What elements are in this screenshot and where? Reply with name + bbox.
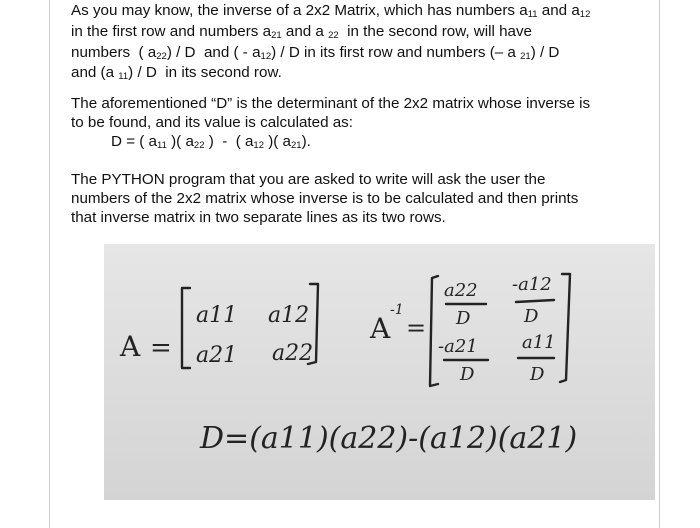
text-line: numbers of the 2x2 matrix whose inverse is to be calculated and then prints <box>71 189 579 207</box>
hw-inv-minus-a12: -a12 <box>512 274 552 295</box>
paragraph-inverse-definition <box>71 2 651 85</box>
hw-inv-a11: a11 <box>522 332 556 353</box>
subscript: 11 <box>118 71 129 83</box>
text: ) / D <box>530 43 560 61</box>
text: )( a <box>264 133 292 150</box>
hw-a21: a21 <box>196 343 238 368</box>
text-line <box>71 64 651 85</box>
determinant-formula <box>111 133 311 154</box>
subscript: 12 <box>253 140 264 151</box>
text: ) / D in its second row. <box>128 64 282 82</box>
hw-fraction-bar-2 <box>516 300 554 302</box>
paragraph-program-task <box>71 171 651 227</box>
hw-equals-2: = <box>406 314 427 342</box>
subscript: 21 <box>271 29 282 41</box>
text: and a <box>281 22 329 40</box>
paragraph-determinant-intro <box>71 95 651 133</box>
text: in the first row and numbers a <box>71 22 272 40</box>
hw-inv-D-3: D <box>460 364 475 385</box>
text-line <box>71 2 651 23</box>
text: ). <box>301 133 311 150</box>
text-line: The aforementioned “D” is the determinant of the 2x2 matrix whose inverse is <box>71 95 591 112</box>
subscript: 22 <box>328 29 339 41</box>
text-line: to be found, and its value is calculated as: <box>71 113 353 131</box>
handwritten-matrix-photo <box>104 244 655 500</box>
hw-a12: a12 <box>268 303 310 328</box>
hw-inv-D-1: D <box>456 308 471 329</box>
text: and (a <box>71 64 119 82</box>
hw-bracket-left-inv <box>430 276 438 386</box>
text: and a <box>537 2 580 19</box>
hw-inv-D-4: D <box>530 364 545 385</box>
subscript: 22 <box>156 50 167 62</box>
text: As you may know, the inverse of a 2x2 Matrix, which has numbers a <box>71 2 528 19</box>
text: )( a <box>166 133 194 150</box>
hw-inverse-exponent: -1 <box>390 302 404 318</box>
text: ) - ( a <box>204 133 254 150</box>
hw-A-inverse: A <box>370 312 391 345</box>
hw-A: A <box>120 330 141 363</box>
text-line <box>71 44 651 65</box>
hw-equals-1: = <box>150 333 172 363</box>
subscript: 21 <box>291 140 302 151</box>
hw-determinant-formula: D=(a11)(a22)-(a12)(a21) <box>200 421 578 456</box>
text: ) / D and ( - a <box>166 43 261 61</box>
hw-a22: a22 <box>272 341 314 366</box>
handwriting-drawing <box>104 244 655 500</box>
subscript: 11 <box>527 9 538 20</box>
subscript: 12 <box>260 50 272 62</box>
text: D = ( a <box>111 133 158 150</box>
left-page-border <box>49 0 50 528</box>
text-line: that inverse matrix in two separate lines as its two rows. <box>71 208 446 226</box>
text: numbers ( a <box>71 43 157 61</box>
hw-bracket-right-inv <box>560 274 570 382</box>
subscript: 22 <box>193 140 205 151</box>
text-line <box>71 23 651 44</box>
subscript: 11 <box>157 140 167 151</box>
text: in the second row, will have <box>338 22 533 40</box>
text-line: The PYTHON program that you are asked to write will ask the user the <box>71 171 546 188</box>
hw-inv-a22: a22 <box>444 280 478 301</box>
hw-a11: a11 <box>196 303 238 328</box>
right-page-border <box>659 0 660 528</box>
hw-bracket-left-A <box>182 288 190 368</box>
hw-inv-minus-a21: -a21 <box>438 336 478 357</box>
text: ) / D in its first row and numbers (– a <box>271 43 521 61</box>
subscript: 12 <box>579 9 591 20</box>
hw-inv-D-2: D <box>524 306 539 327</box>
subscript: 21 <box>520 50 531 62</box>
